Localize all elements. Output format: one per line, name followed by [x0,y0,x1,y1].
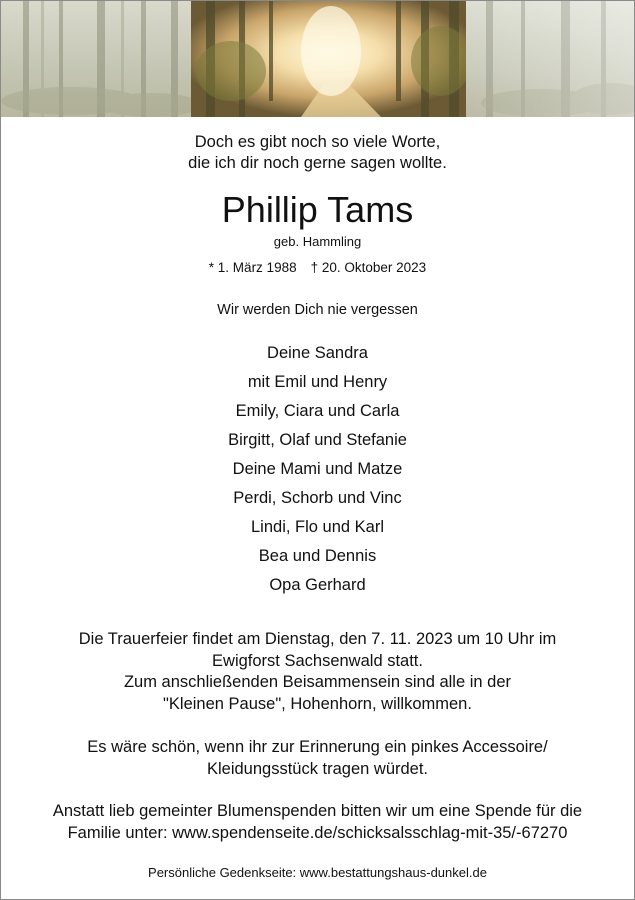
funeral-line: Die Trauerfeier findet am Dienstag, den 7. 11. 2023 um 10 Uhr im [78,630,557,648]
memorial-page-link: Persönliche Gedenkseite: www.bestattungshaus-dunkel.de [148,865,487,880]
life-dates [0,259,635,277]
birth-date: * 1. März 1988 [208,260,297,275]
funeral-line: Ewigforst Sachsenwald statt. [212,651,423,670]
funeral-line: Zum anschließenden Beisammensein sind alle in der [123,673,512,692]
donation-request [0,801,635,844]
dresscode-line: Kleidungsstück tragen würdet. [206,759,429,778]
mourner-entry: Bea und Dennis [258,547,377,565]
mourner-entry: Opa Gerhard [269,576,366,594]
donation-line: Anstatt lieb gemeinter Blumenspenden bitten wir um eine Spende für die [52,802,583,821]
mourner-entry: Lindi, Flo und Karl [251,518,384,536]
death-date: † 20. Oktober 2023 [310,260,427,275]
quote-line: die ich dir noch gerne sagen wollte. [188,154,447,172]
mourners-list [0,339,635,600]
dresscode-line: Es wäre schön, wenn ihr zur Erinnerung ein pinkes Accessoire/ [87,737,548,756]
forest-path-header-image [1,1,634,117]
mourner-entry: Birgitt, Olaf und Stefanie [228,431,407,449]
funeral-details [0,629,635,716]
funeral-notice [0,629,635,845]
mourner-entry: Deine Sandra [267,344,368,362]
dresscode-request [0,737,635,780]
mourner-entry: Emily, Ciara und Carla [235,402,400,420]
motto-line: Wir werden Dich nie vergessen [217,302,418,318]
mourner-entry: Perdi, Schorb und Vinc [233,489,402,507]
memorial-quote [0,132,635,174]
maiden-name: geb. Hammling [273,234,362,249]
quote-line: Doch es gibt noch so viele Worte, [194,133,441,151]
mourner-entry: mit Emil und Henry [247,373,388,391]
mourner-entry: Deine Mami und Matze [232,460,403,478]
funeral-line: "Kleinen Pause", Hohenhorn, willkommen. [163,695,472,714]
deceased-name: Phillip Tams [221,189,414,230]
donation-line: Familie unter: www.spendenseite.de/schicksalsschlag-mit-35/-67270 [67,823,568,842]
